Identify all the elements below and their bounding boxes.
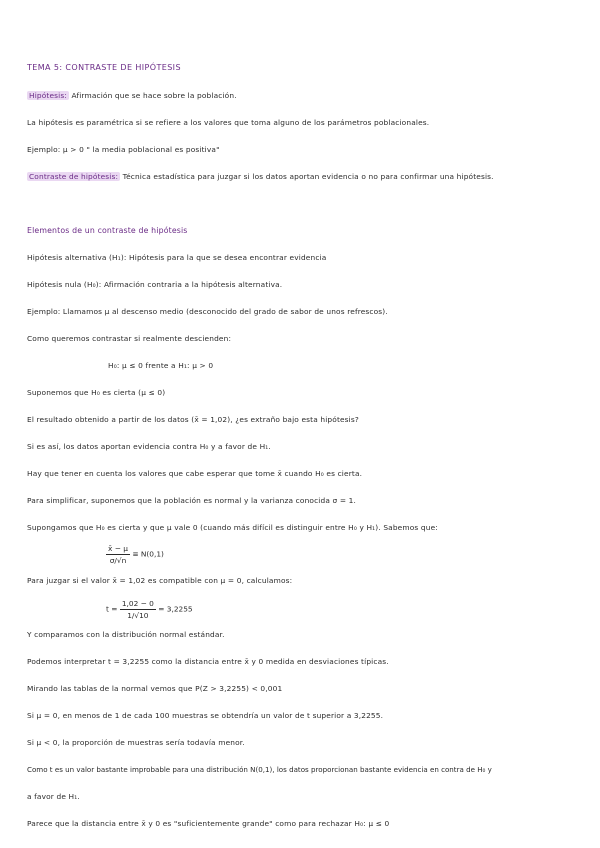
text-ejemplo-2: Ejemplo: Llamamos μ al descenso medio (desconocido del grado de sabor de unos refrescos). bbox=[27, 307, 388, 316]
text-si-es-asi: Si es así, los datos aportan evidencia contra H₀ y a favor de H₁. bbox=[27, 442, 271, 451]
term-hipotesis: Hipótesis: bbox=[29, 91, 68, 100]
definition-contraste bbox=[27, 172, 494, 182]
formula1-denominator: σ/√n bbox=[109, 556, 127, 565]
text-parametrica: La hipótesis es paramétrica si se refiere a los valores que toma alguno de los parámetros poblacionales. bbox=[27, 118, 430, 127]
formula2-rhs: = 3,2255 bbox=[158, 604, 193, 614]
text-supongamos: Supongamos que H₀ es cierta y que μ vale 0 (cuando más difícil es distinguir entre H₀ y H₁). Sabemos que: bbox=[27, 523, 438, 532]
formula2-numerator: 1,02 − 0 bbox=[121, 599, 154, 608]
formula-standardization bbox=[106, 544, 164, 565]
text-ejemplo-1: Ejemplo: μ > 0 " la media poblacional es positiva" bbox=[27, 145, 220, 154]
formula2-denominator: 1/√10 bbox=[127, 611, 149, 620]
formula-t-statistic bbox=[106, 599, 193, 620]
text-como-t-line1: Como t es un valor bastante improbable para una distribución N(0,1), los datos proporcionan bastante evidencia en contra de H₀ y bbox=[27, 765, 492, 774]
formula2-lhs: t = bbox=[106, 604, 118, 614]
section-title-elementos: Elementos de un contraste de hipótesis bbox=[27, 226, 188, 235]
text-como-queremos: Como queremos contrastar si realmente descienden: bbox=[27, 334, 232, 343]
formula1-numerator: x̄ − μ bbox=[108, 544, 128, 553]
text-para-juzgar: Para juzgar si el valor x̄ = 1,02 es compatible con μ = 0, calculamos: bbox=[27, 576, 293, 585]
text-si-mu-0: Si μ = 0, en menos de 1 de cada 100 muestras se obtendría un valor de t superior a 3,2255. bbox=[27, 711, 384, 720]
text-si-mu-negativo: Si μ < 0, la proporción de muestras sería todavía menor. bbox=[27, 738, 245, 747]
text-parece: Parece que la distancia entre x̄ y 0 es "suficientemente grande" como para rechazar H₀: μ ≤ 0 bbox=[27, 819, 390, 828]
formula1-rhs: ≡ N(0,1) bbox=[132, 549, 164, 559]
text-h1-definition: Hipótesis alternativa (H₁): Hipótesis para la que se desea encontrar evidencia bbox=[27, 253, 327, 262]
text-resultado: El resultado obtenido a partir de los datos (x̄ = 1,02), ¿es extraño bajo esta hipótesis? bbox=[27, 415, 359, 424]
text-comparamos: Y comparamos con la distribución normal estándar. bbox=[27, 630, 225, 639]
text-como-t-line2: a favor de H₁. bbox=[27, 792, 80, 801]
text-interpretar: Podemos interpretar t = 3,2255 como la distancia entre x̄ y 0 medida en desviaciones típicas. bbox=[27, 657, 389, 666]
text-suponemos-h0: Suponemos que H₀ es cierta (μ ≤ 0) bbox=[27, 388, 166, 397]
definition-hipotesis bbox=[27, 91, 237, 101]
text-hay-que: Hay que tener en cuenta los valores que cabe esperar que tome x̄ cuando H₀ es cierta. bbox=[27, 469, 363, 478]
hypotheses-statement: H₀: μ ≤ 0 frente a H₁: μ > 0 bbox=[108, 361, 214, 370]
formula2-fraction bbox=[120, 599, 156, 620]
text-mirando: Mirando las tablas de la normal vemos que P(Z > 3,2255) < 0,001 bbox=[27, 684, 283, 693]
definition-hipotesis-text: Afirmación que se hace sobre la población. bbox=[69, 91, 237, 100]
definition-contraste-text: Técnica estadística para juzgar si los datos aportan evidencia o no para confirmar una hipótesis. bbox=[120, 172, 494, 181]
text-h0-definition: Hipótesis nula (H₀): Afirmación contraria a la hipótesis alternativa. bbox=[27, 280, 283, 289]
text-simplificar: Para simplificar, suponemos que la población es normal y la varianza conocida σ = 1. bbox=[27, 496, 357, 505]
page-title: TEMA 5: CONTRASTE DE HIPÓTESIS bbox=[27, 63, 181, 72]
term-contraste: Contraste de hipótesis: bbox=[29, 172, 119, 181]
formula1-fraction bbox=[106, 544, 130, 565]
